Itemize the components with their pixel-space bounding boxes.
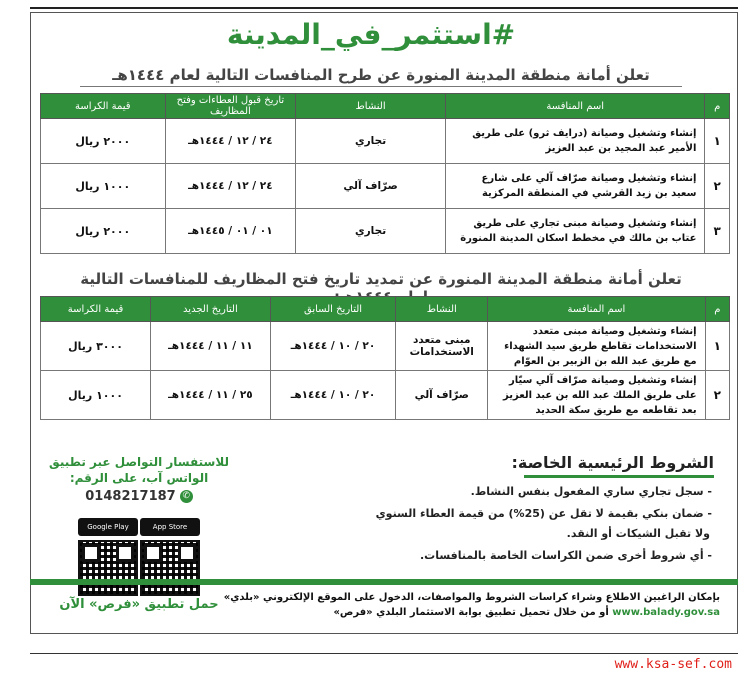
- download-app-line: حمل تطبيق «فرص» الآن: [59, 597, 219, 612]
- row-name: إنشاء وتشغيل وصيانة مبنى تجاري على طريق عتاب بن مالك في مخطط اسكان المدينة المنورة: [445, 209, 704, 254]
- col-price: قيمة الكراسة: [41, 94, 166, 119]
- col-num: م: [705, 94, 730, 119]
- extension-table: [40, 296, 730, 420]
- contact-line: الواتس آب، على الرقم:: [69, 471, 209, 485]
- tenders-table: [40, 93, 730, 254]
- whatsapp-number[interactable]: [44, 489, 234, 504]
- col-name: اسم المنافسة: [488, 297, 705, 322]
- row-activity: تجاري: [296, 119, 446, 164]
- row-name: إنشاء وتشغيل وصيانة صرّاف آلي سيّار على طريق الملك عبد الله بن عبد العزيز بعد تقاطعه مع طريق سكة الحديد: [488, 371, 705, 420]
- terms-panel: [262, 453, 724, 573]
- row-num: ١: [705, 119, 730, 164]
- terms-title: الشروط الرئيسية الخاصة:: [511, 453, 714, 472]
- term-item: - أي شروط أخرى ضمن الكراسات الخاصة بالمنافسات.: [420, 549, 712, 562]
- row-num: ٣: [705, 209, 730, 254]
- col-price: قيمة الكراسة: [41, 297, 151, 322]
- row-date: ٢٤ / ١٢ / ١٤٤٤هـ: [165, 164, 296, 209]
- term-item: - ضمان بنكي بقيمة لا تقل عن (25%) من قيمة العطاء السنوي: [375, 507, 712, 520]
- footer-line-rest: أو من خلال تحميل تطبيق بوابة الاستثمار البلدي «فرص»: [333, 607, 613, 618]
- row-old-date: ٢٠ / ١٠ / ١٤٤٤هـ: [270, 322, 396, 371]
- row-activity: صرّاف آلي: [396, 371, 488, 420]
- col-activity: النشاط: [396, 297, 488, 322]
- balady-link[interactable]: www.balady.gov.sa: [612, 607, 720, 618]
- qr-code-app-store[interactable]: [140, 540, 200, 596]
- row-price: ٢٠٠٠ ريال: [41, 209, 166, 254]
- table-row: [41, 164, 730, 209]
- contact-block: [44, 454, 234, 504]
- col-old-date: التاريخ السابق: [270, 297, 396, 322]
- row-num: ٢: [705, 164, 730, 209]
- footer-band: [30, 579, 738, 585]
- row-activity: صرّاف آلي: [296, 164, 446, 209]
- phone-number: 0148217187: [85, 489, 176, 504]
- section1-title: تعلن أمانة منطقة المدينة المنورة عن طرح المنافسات التالية لعام ١٤٤٤هـ: [80, 66, 682, 87]
- qr-code-google-play[interactable]: [78, 540, 138, 596]
- footer-text: [224, 590, 720, 620]
- footer-line: بإمكان الراغبين الاطلاع وشراء كراسات الشروط والمواصفات، الدخول على الموقع الإلكتروني «بلدي»: [223, 592, 720, 603]
- terms-title-underline: [524, 475, 714, 478]
- row-old-date: ٢٠ / ١٠ / ١٤٤٤هـ: [270, 371, 396, 420]
- bottom-rule: [30, 653, 738, 654]
- row-activity: مبنى متعدد الاستخدامات: [396, 322, 488, 371]
- col-activity: النشاط: [296, 94, 446, 119]
- app-store-badge[interactable]: App Store: [140, 518, 200, 536]
- table-row: [41, 119, 730, 164]
- table-row: [41, 209, 730, 254]
- col-name: اسم المنافسة: [445, 94, 704, 119]
- row-name: إنشاء وتشغيل وصيانة مبنى متعدد الاستخدامات تقاطع طريق سيد الشهداء مع طريق عبد الله بن الزبير بن العوّام: [488, 322, 705, 371]
- row-date: ٢٤ / ١٢ / ١٤٤٤هـ: [165, 119, 296, 164]
- footer-line-2: [224, 605, 720, 620]
- headline-hashtag: #استثمر_في_المدينة: [226, 18, 516, 51]
- col-num: م: [705, 297, 729, 322]
- row-price: ١٠٠٠ ريال: [41, 164, 166, 209]
- contact-line: للاستفسار التواصل عبر تطبيق: [49, 455, 229, 469]
- row-new-date: ٢٥ / ١١ / ١٤٤٤هـ: [151, 371, 271, 420]
- top-rule: [30, 7, 738, 9]
- row-new-date: ١١ / ١١ / ١٤٤٤هـ: [151, 322, 271, 371]
- google-play-badge[interactable]: Google Play: [78, 518, 138, 536]
- col-new-date: التاريخ الجديد: [151, 297, 271, 322]
- row-num: ٢: [705, 371, 729, 420]
- row-num: ١: [705, 322, 729, 371]
- row-price: ٢٠٠٠ ريال: [41, 119, 166, 164]
- row-name: إنشاء وتشغيل وصيانة صرّاف آلي على شارع سعيد بن زيد القرشي في المنطقة المركزية: [445, 164, 704, 209]
- row-price: ٣٠٠٠ ريال: [41, 322, 151, 371]
- row-date: ٠١ / ٠١ / ١٤٤٥هـ: [165, 209, 296, 254]
- row-name: إنشاء وتشغيل وصيانة (درايف ثرو) على طريق الأمير عبد المجيد بن عبد العزيز: [445, 119, 704, 164]
- table-row: [41, 371, 730, 420]
- table-row: [41, 322, 730, 371]
- section2-title: تعلن أمانة منطقة المدينة المنورة عن تمديد تاريخ فتح المظاريف للمنافسات التالية: [80, 270, 682, 309]
- whatsapp-icon: ✆: [180, 490, 193, 503]
- col-date: تاريخ قبول العطاءات وفتح المظاريف: [165, 94, 296, 119]
- row-price: ١٠٠٠ ريال: [41, 371, 151, 420]
- term-item: ولا تقبل الشيكات أو النقد.: [566, 527, 710, 540]
- term-item: - سجل تجاري ساري المفعول بنفس النشاط.: [470, 485, 712, 498]
- row-activity: تجاري: [296, 209, 446, 254]
- site-watermark: www.ksa-sef.com: [614, 657, 732, 672]
